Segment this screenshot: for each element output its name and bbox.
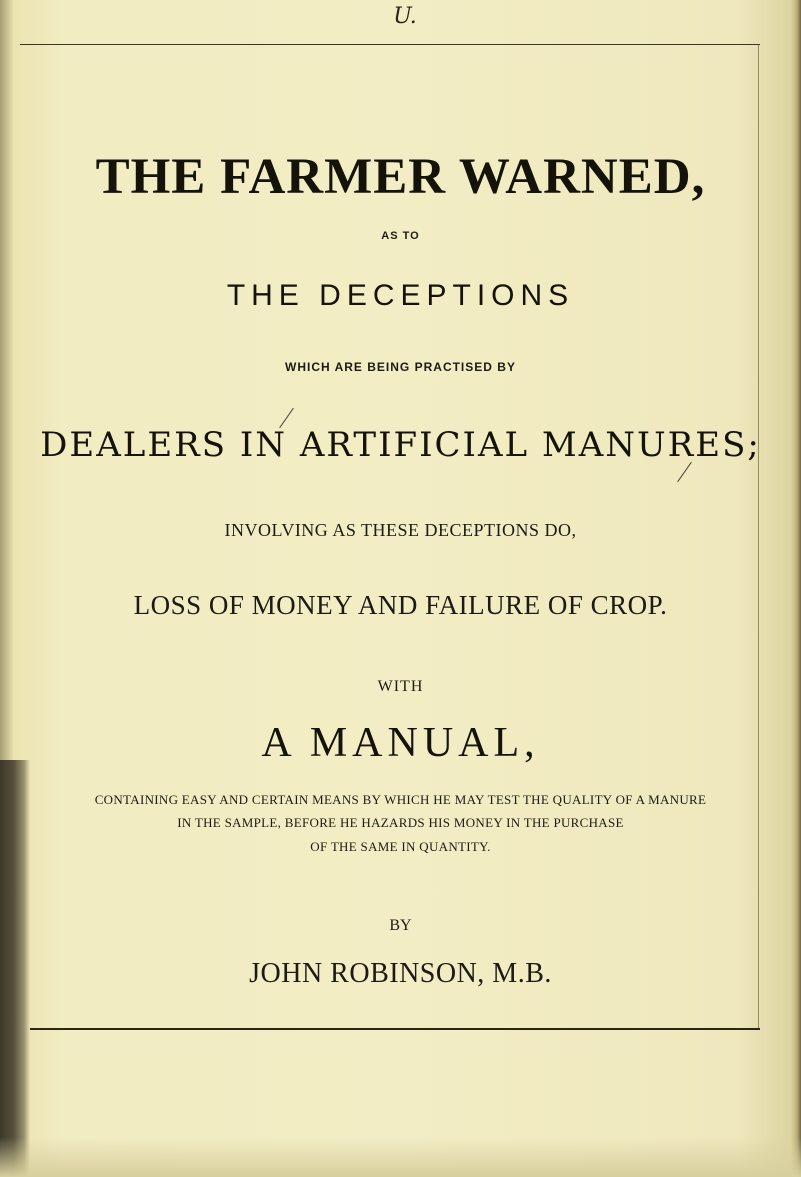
page-edge-bottom <box>0 1137 801 1177</box>
book-title: THE FARMER WARNED, <box>95 149 706 205</box>
subtitle-which-are: WHICH ARE BEING PRACTISED BY <box>285 360 516 374</box>
byline-by: BY <box>389 917 412 934</box>
author-name: JOHN ROBINSON, M.B. <box>249 958 552 989</box>
subtitle-dealers: DEALERS IN ARTIFICIAL MANURES; <box>40 425 761 465</box>
subtitle-involving: INVOLVING AS THESE DECEPTIONS DO, <box>224 520 577 540</box>
binding-shadow <box>0 0 14 760</box>
subtitle-deceptions: THE DECEPTIONS <box>226 279 575 312</box>
top-rule <box>20 44 760 45</box>
subtitle-as-to: AS TO <box>381 230 420 242</box>
subtitle-with: WITH <box>377 678 424 695</box>
description-line: OF THE SAME IN QUANTITY. <box>310 839 491 854</box>
subtitle-manual: A MANUAL, <box>261 720 540 766</box>
bottom-rule <box>30 1028 760 1030</box>
subtitle-loss: LOSS OF MONEY AND FAILURE OF CROP. <box>133 590 668 620</box>
description-line: IN THE SAMPLE, BEFORE HE HAZARDS HIS MONEY IN THE PURCHASE <box>177 815 624 830</box>
handwritten-shelfmark: U. <box>393 4 417 29</box>
description-line: CONTAINING EASY AND CERTAIN MEANS BY WHICH HE MAY TEST THE QUALITY OF A MANURE <box>94 792 707 807</box>
